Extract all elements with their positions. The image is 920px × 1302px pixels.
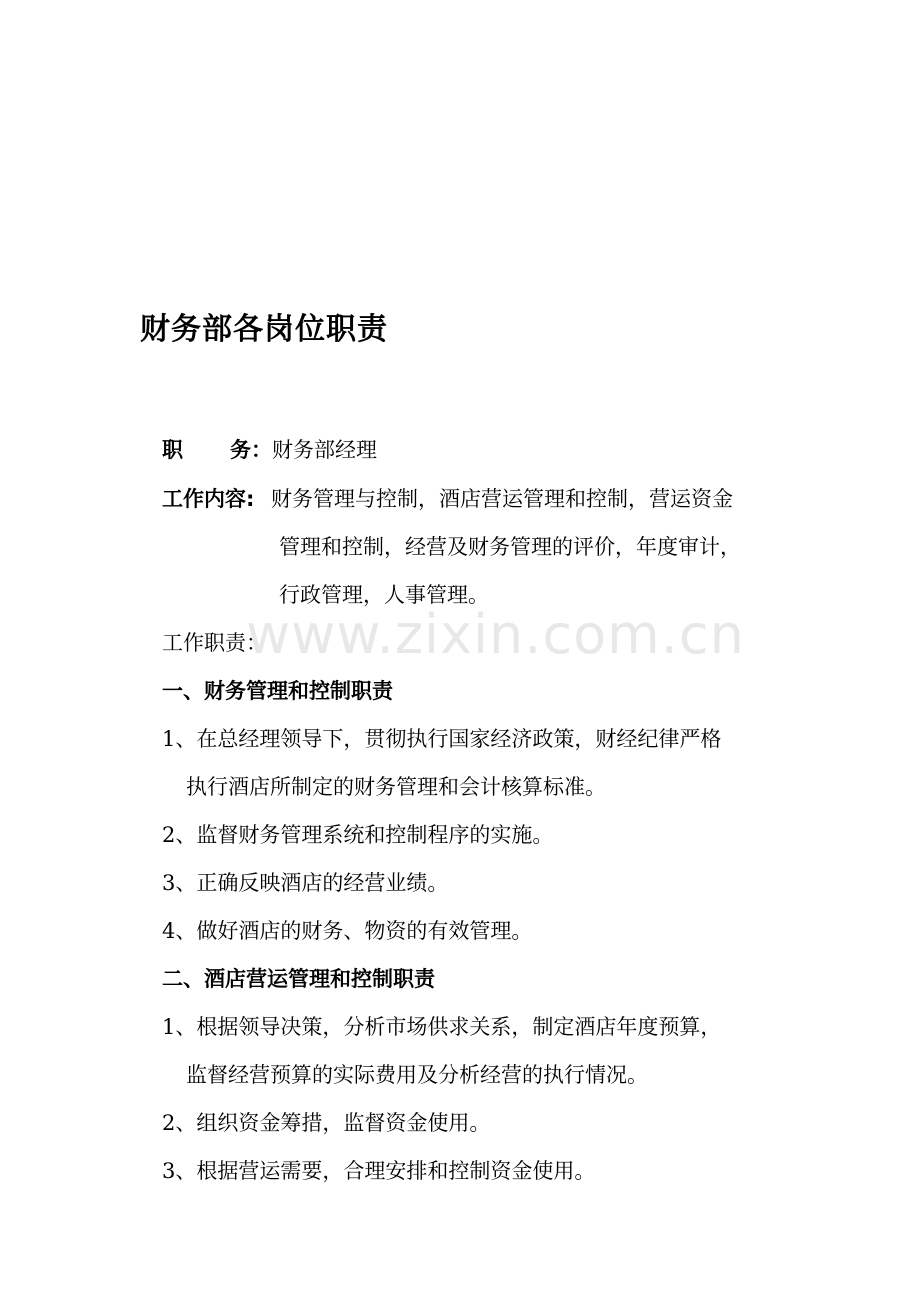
work-content-line-1: 财务管理与控制，酒店营运管理和控制，营运资金 bbox=[271, 487, 733, 511]
section1-item-4: 4、做好酒店的财务、物资的有效管理。 bbox=[162, 919, 533, 943]
work-content-line-3: 行政管理，人事管理。 bbox=[279, 583, 489, 607]
work-content-label: 工作内容: bbox=[162, 487, 255, 511]
section1-item-3: 3、正确反映酒店的经营业绩。 bbox=[162, 871, 449, 895]
position-value: 财务部经理 bbox=[272, 438, 377, 462]
duties-label: 工作职责： bbox=[162, 631, 267, 655]
section2-item-3: 3、根据营运需要，合理安排和控制资金使用。 bbox=[162, 1159, 596, 1183]
section1-item-1: 1、在总经理领导下，贯彻执行国家经济政策，财经纪律严格 bbox=[162, 727, 722, 751]
watermark: www.zixin.com.cn bbox=[246, 603, 745, 666]
section1-heading: 一、财务管理和控制职责 bbox=[162, 679, 393, 703]
section2-item-1: 1、根据领导决策，分析市场供求关系，制定酒店年度预算， bbox=[162, 1015, 722, 1039]
section1-item-1-continued: 执行酒店所制定的财务管理和会计核算标准。 bbox=[186, 775, 606, 799]
section2-item-1-continued: 监督经营预算的实际费用及分析经营的执行情况。 bbox=[186, 1063, 648, 1087]
work-content-line-2: 管理和控制，经营及财务管理的评价，年度审计， bbox=[279, 535, 741, 559]
position-label-second: 务： bbox=[230, 438, 272, 462]
section1-item-2: 2、监督财务管理系统和控制程序的实施。 bbox=[162, 823, 554, 847]
document-title: 财务部各岗位职责 bbox=[140, 312, 388, 347]
section2-heading: 二、酒店营运管理和控制职责 bbox=[162, 967, 435, 991]
position-label-first: 职 bbox=[162, 438, 183, 462]
section2-item-2: 2、组织资金筹措，监督资金使用。 bbox=[162, 1111, 491, 1135]
position-row bbox=[162, 436, 377, 464]
